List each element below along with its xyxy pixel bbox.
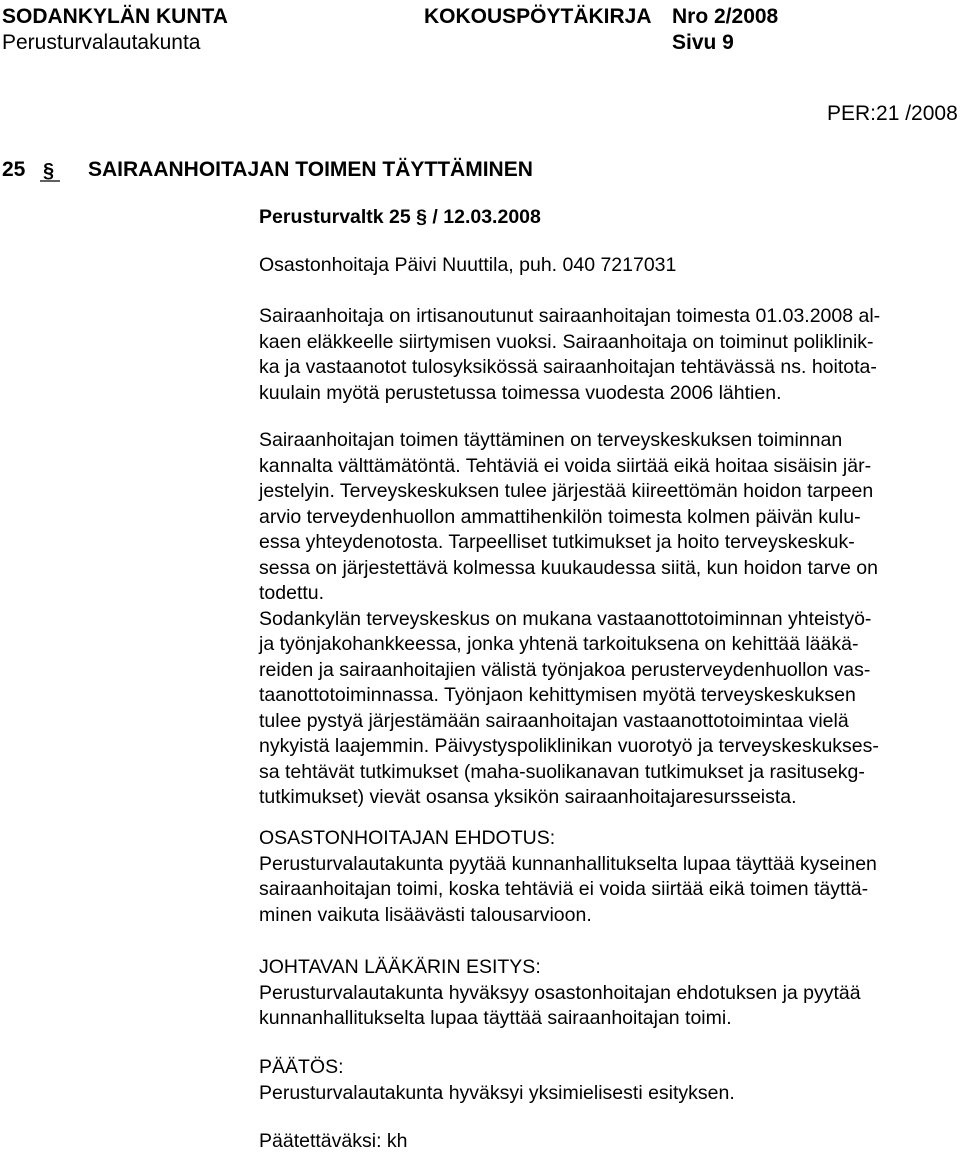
- contact-person: Osastonhoitaja Päivi Nuuttila, puh. 040 7217031: [259, 254, 677, 276]
- proposal-section: [259, 826, 949, 928]
- chief-physician-heading: JOHTAVAN LÄÄKÄRIN ESITYS:: [259, 956, 541, 978]
- text-line: sa tehtävät tutkimukset (maha-suolikanavan tutkimukset ja rasitusekg-: [259, 760, 865, 783]
- text-line: Perusturvalautakunta hyväksyi yksimielisesti esityksen.: [259, 1081, 735, 1104]
- text-line: tutkimukset) vievät osansa yksikön sairaanhoitajaresursseista.: [259, 786, 797, 808]
- paragraph-justification: [259, 428, 949, 811]
- text-line: Perusturvalautakunta hyväksyy osastonhoitajan ehdotuksen ja pyytää: [259, 981, 861, 1004]
- chief-physician-section: [259, 955, 949, 1032]
- text-line: kuulain myötä perustetussa toimessa vuodesta 2006 lähtien.: [259, 381, 782, 404]
- text-line: taanottotoiminnassa. Työnjaon kehittymisen myötä terveyskeskuksen: [259, 684, 856, 706]
- text-line: nykyistä laajemmin. Päivystyspoliklinikan vuorotyö ja terveyskeskukses-: [259, 735, 879, 757]
- text-line: arvio terveydenhuollon ammattihenkilön toimesta kolmen päivän kulu-: [259, 505, 861, 528]
- text-line: sessa on järjestettävä kolmessa kuukaudessa siitä, kun hoidon tarve on: [259, 556, 878, 579]
- text-line: Sairaanhoitajan toimen täyttäminen on terveyskeskuksen toiminnan: [259, 429, 843, 451]
- document-type: KOKOUSPÖYTÄKIRJA: [424, 5, 652, 28]
- reference-number: PER:21 /2008: [827, 102, 958, 125]
- svg-text:§: §: [43, 160, 55, 182]
- text-line: minen vaikuta lisäävästi talousarvioon.: [259, 903, 592, 926]
- text-line: Sairaanhoitaja on irtisanoutunut sairaanhoitajan toimesta 01.03.2008 al-: [259, 305, 881, 327]
- municipality-name: SODANKYLÄN KUNTA: [2, 5, 228, 28]
- text-line: tulee pystyä järjestämään sairaanhoitajan vastaanottotoimintaa vielä: [259, 709, 849, 732]
- text-line: todettu.: [259, 582, 325, 604]
- section-number: 25: [2, 158, 26, 181]
- decision-section: [259, 1055, 949, 1106]
- decided-by: Päätettäväksi: kh: [259, 1130, 408, 1152]
- decision-heading: PÄÄTÖS:: [259, 1056, 344, 1078]
- text-line: Sodankylän terveyskeskus on mukana vastaanottotoiminnan yhteistyö-: [259, 607, 872, 630]
- document-number: Nro 2/2008: [672, 5, 779, 28]
- text-line: kannalta välttämätöntä. Tehtäviä ei voida siirtää eikä hoitaa sisäisin jär-: [259, 454, 872, 477]
- text-line: essa yhteydenotosta. Tarpeelliset tutkimukset ja hoito terveyskeskuk-: [259, 531, 855, 553]
- text-line: sairaanhoitajan toimi, koska tehtäviä ei voida siirtää eikä toimen täyttä-: [259, 878, 869, 900]
- text-line: kunnanhallitukselta lupaa täyttää sairaanhoitajan toimi.: [259, 1007, 732, 1029]
- text-line: Perusturvalautakunta pyytää kunnanhallitukselta lupaa täyttää kyseinen: [259, 852, 877, 875]
- text-line: jestelyin. Terveyskeskuksen tulee järjestää kiireettömän hoidon tarpeen: [259, 480, 874, 502]
- committee-name: Perusturvalautakunta: [2, 31, 201, 54]
- text-line: ka ja vastaanotot tulosyksikössä sairaanhoitajan tehtävässä ns. hoitota-: [259, 356, 877, 378]
- proposal-heading: OSASTONHOITAJAN EHDOTUS:: [259, 827, 556, 849]
- meeting-reference: Perusturvaltk 25 § / 12.03.2008: [259, 206, 541, 228]
- page-number: Sivu 9: [672, 31, 734, 54]
- section-symbol-icon: [40, 157, 60, 183]
- text-line: kaen eläkkeelle siirtymisen vuoksi. Sairaanhoitaja on toiminut poliklinik-: [259, 330, 874, 353]
- text-line: reiden ja sairaanhoitajien välistä työnjakoa perusterveydenhuollon vas-: [259, 658, 871, 681]
- section-title: SAIRAANHOITAJAN TOIMEN TÄYTTÄMINEN: [88, 158, 533, 181]
- paragraph-background: [259, 304, 949, 406]
- text-line: ja työnjakohankkeessa, jonka yhtenä tarkoituksena on kehittää lääkä-: [259, 633, 859, 655]
